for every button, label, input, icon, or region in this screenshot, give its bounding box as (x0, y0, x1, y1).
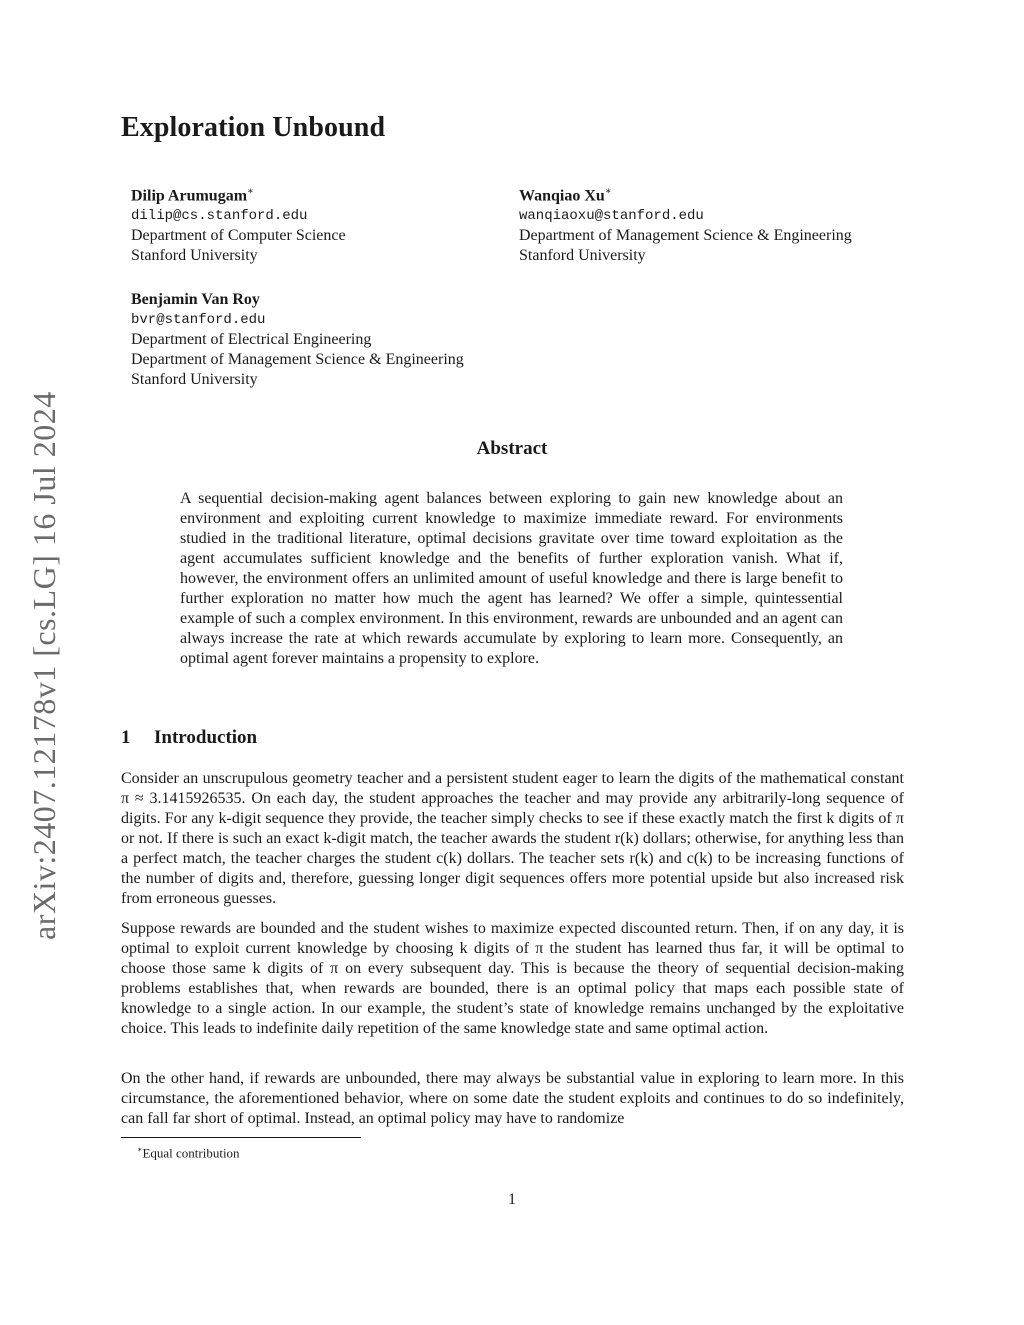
author-email[interactable]: dilip@cs.stanford.edu (131, 208, 308, 225)
page-number: 1 (508, 1191, 516, 1208)
author-affiliation: Department of Computer Science (131, 227, 346, 245)
author-affiliation: Department of Electrical Engineering (131, 331, 372, 348)
author-block-1 (131, 182, 346, 266)
section-number: 1 (121, 727, 131, 748)
author-affiliation: Department of Management Science & Engineering (131, 351, 464, 368)
author-affiliation: Department of Management Science & Engineering (519, 227, 852, 245)
author-block-3 (131, 290, 464, 390)
author-name: Wanqiao Xu∗ (519, 186, 612, 205)
author-email[interactable]: wanqiaoxu@stanford.edu (519, 208, 704, 225)
footnote-rule (121, 1137, 361, 1138)
author-affiliation: Stanford University (519, 247, 646, 265)
footnote-mark: ∗ (137, 1145, 143, 1154)
author-affiliation: Stanford University (131, 247, 258, 265)
body-paragraph: Suppose rewards are bounded and the student wishes to maximize expected discounted return. Then, if on any day, it is optimal to exploit current knowledge by choosing k digits of π the student has learned thus far, it will be optimal to choose those same k digits of π on every subsequent day. This is because the theory of sequential decision-making problems establishes that, when rewards are bounded, there is an optimal policy that maps each possible state of knowledge to a single action. In our example, the student’s state of knowledge remains unchanged by the exploitative choice. This leads to indefinite daily repetition of the same knowledge state and same optimal action. (121, 920, 904, 1037)
footnote (137, 1142, 240, 1161)
paper-title: Exploration Unbound (121, 112, 386, 143)
author-block-2 (519, 182, 852, 266)
section-title: Introduction (154, 727, 258, 748)
body-paragraph: On the other hand, if rewards are unbounded, there may always be substantial value in exploring to learn more. In this circumstance, the aforementioned behavior, where on some date the student exploits and continues to do so indefinitely, can fall far short of optimal. Instead, an optimal policy may have to randomize (121, 1070, 904, 1127)
author-name: Benjamin Van Roy (131, 291, 260, 308)
arxiv-stamp: arXiv:2407.12178v1 [cs.LG] 16 Jul 2024 (26, 391, 62, 940)
author-affiliation: Stanford University (131, 371, 258, 388)
footnote-text: Equal contribution (142, 1145, 240, 1161)
author-email[interactable]: bvr@stanford.edu (131, 312, 266, 328)
body-paragraph: Consider an unscrupulous geometry teacher and a persistent student eager to learn the digits of the mathematical constant π ≈ 3.1415926535. On each day, the student approaches the teacher and may provide any arbitrarily-long sequence of digits. For any k-digit sequence they provide, the teacher simply checks to see if these exactly match the first k digits of π or not. If there is such an exact k-digit match, the teacher awards the student r(k) dollars; otherwise, for anything less than a perfect match, the teacher charges the student c(k) dollars. The teacher sets r(k) and c(k) to be increasing functions of the number of digits and, therefore, guessing longer digit sequences offers more potential upside but also increased risk from erroneous guesses. (121, 770, 904, 907)
section-heading (121, 727, 257, 749)
abstract-heading: Abstract (476, 438, 548, 459)
author-name: Dilip Arumugam∗ (131, 186, 254, 205)
abstract-text: A sequential decision-making agent balances between exploring to gain new knowledge about an environment and exploiting current knowledge to maximize immediate reward. For environments studied in the traditional literature, optimal decisions gravitate over time toward exploitation as the agent accumulates sufficient knowledge and the benefits of further exploration vanish. What if, however, the environment offers an unlimited amount of useful knowledge and there is large benefit to further exploration no matter how much the agent has learned? We offer a simple, quintessential example of such a complex environment. In this environment, rewards are unbounded and an agent can always increase the rate at which rewards accumulate by exploring to learn more. Consequently, an optimal agent forever maintains a propensity to explore. (180, 490, 843, 667)
